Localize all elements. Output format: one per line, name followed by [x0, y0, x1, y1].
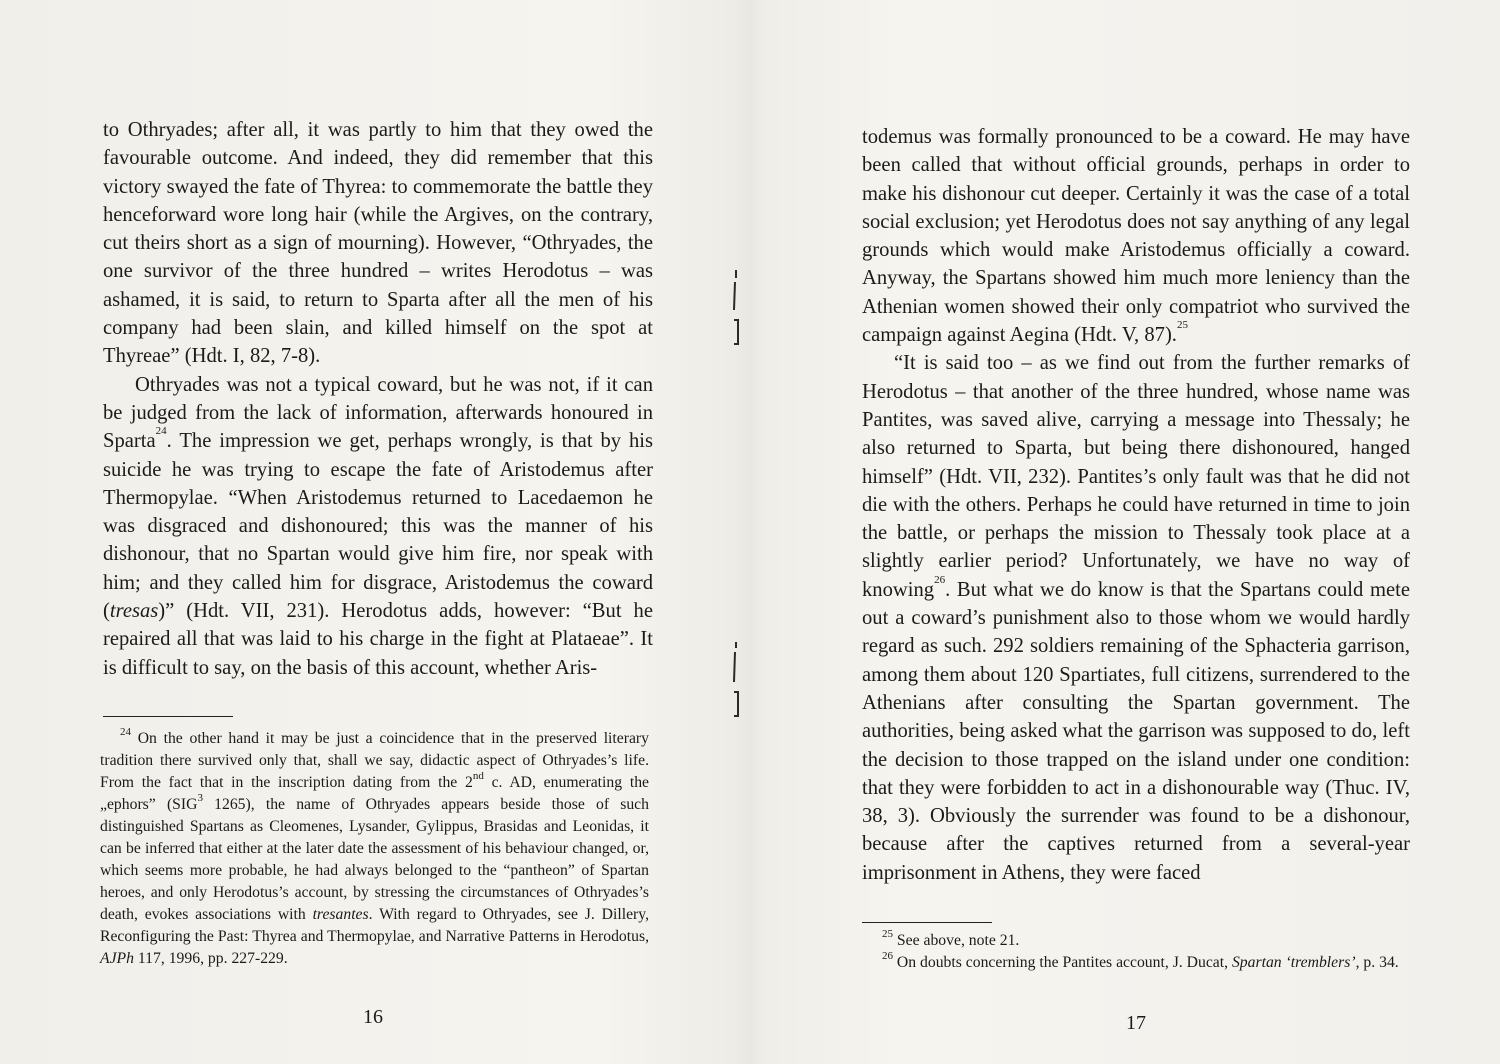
binding-stitch-icon	[732, 268, 740, 348]
footnote-number: 26	[882, 950, 893, 962]
paragraph: to Othryades; after all, it was partly to him that they owed the favourable outcome. And indeed, they did remember that this victory swayed the fate of Thyrea: to commemorate the battle they henceforward wore long hair (while the Argives, on the contrary, cut theirs short as a sign of mourning). However, “Othryades, the one survivor of the three hundred – writes Herodotus – was ashamed, it is said, to return to Sparta after all the men of his company had been slain, and killed himself on the spot at Thyreae” (Hdt. I, 82, 7-8).	[103, 119, 653, 368]
binding-stitch-icon	[732, 640, 740, 720]
italic-term: tresantes	[312, 906, 369, 923]
italic-term: tresas	[109, 600, 159, 623]
text-run: “It is said too – as we find out from the further remarks of Herodotus – that another of the three hundred, whose name was Pantites, was saved alive, carrying a message into Thessaly; he also returned to Sparta, but being there dishonoured, hanged himself” (Hdt. VII, 232). Pantites’s only fault was that he did not die with the others. Perhaps he could have returned in time to join the battle, or perhaps the mission to Thessaly took place at a slightly earlier period? Unfortunately, we have no way of knowing	[862, 352, 1410, 601]
footnote	[862, 930, 1410, 952]
right-footnotes	[862, 930, 1410, 974]
footnote-number: 25	[882, 928, 893, 940]
paragraph	[862, 123, 1410, 349]
superscript: 3	[197, 792, 203, 804]
footnote-separator	[862, 922, 992, 923]
footnote-text: See above, note 21.	[893, 932, 1020, 949]
right-page	[750, 0, 1500, 1064]
left-body-text	[103, 116, 653, 682]
footnote	[862, 952, 1410, 974]
italic-title: Spartan ‘tremblers’	[1231, 954, 1356, 971]
footnote	[100, 728, 649, 970]
text-run: Othryades was not a typical coward, but he was not, if it can be judged from the lack of information, afterwards honoured in Sparta	[103, 373, 653, 453]
footnote-text: . With regard to Othryades, see J. Dillery, Reconfiguring the Past: Thyrea and Thermopylae, and Narrative Patterns in Herodotus,	[100, 906, 650, 945]
footnote-reference: 24	[155, 425, 167, 438]
text-run: . The impression we get, perhaps wrongly, is that by his suicide he was trying to escape the fate of Aristodemus after Thermopylae. “When Aristodemus returned to Lacedaemon he was disgraced and dishonoured; this was the manner of his dishonour, that no Spartan would give him fire, nor speak with him; and they called him for disgrace, Aristodemus the coward (	[103, 430, 653, 623]
text-run: . But what we do know is that the Spartans could mete out a coward’s punishment also to those whom we would hardly regard as such. 292 soldiers remaining of the Sphacteria garrison, among them about 120 Spartiates, full citizens, surrendered to the Athenians after consulting the Spartan government. The authorities, being asked what the garrison was supposed to do, left the decision to those trapped on the island under one condition: that they were forbidden to act in a dishonourable way (Thuc. IV, 38, 3). Obviously the surrender was found to be a dishonour, because after the captives returned from a several-year imprisonment in Athens, they were faced	[862, 578, 1410, 884]
footnote-text: On the other hand it may be just a coincidence that in the preserved literary tradition there survived only that, shall we say, didactic aspect of Othryades’s life. From the fact that in the inscription dating from the 2	[100, 730, 649, 791]
footnote-text: 1265), the name of Othryades appears beside those of such distinguished Spartans as Cleomenes, Lysander, Gylippus, Brasidas and Leonidas, it can be inferred that either at the later date the assessment of his behaviour changed, or, which seems more probable, he had always belonged to the “pantheon” of Spartan heroes, and only Herodotus’s account, by stressing the circumstances of Othryades’s death, evokes associations with	[100, 796, 649, 923]
text-run: )” (Hdt. VII, 231). Herodotus adds, however: “But he repaired all that was laid to his charge in the fight at Plataeae”. It is difficult to say, on the basis of this account, whether Aris-	[103, 600, 653, 679]
journal-title: AJPh	[100, 950, 134, 967]
footnote-text: 117, 1996, pp. 227-229.	[133, 950, 288, 967]
page-number: 16	[363, 1006, 383, 1028]
footnote-reference: 26	[934, 573, 946, 586]
page-number: 17	[1126, 1012, 1146, 1034]
paragraph	[862, 349, 1410, 887]
superscript: nd	[472, 770, 484, 782]
right-body-text	[862, 123, 1410, 887]
paragraph	[103, 371, 653, 682]
footnote-number: 24	[120, 726, 131, 738]
footnote-text: c. AD, enumerating the „ephors” (SIG	[100, 774, 650, 813]
footnote-reference: 25	[1176, 319, 1188, 332]
footnote-separator	[103, 716, 233, 717]
footnote-text: On doubts concerning the Pantites account, J. Ducat,	[893, 954, 1232, 971]
footnote-text: , p. 34.	[1355, 954, 1399, 971]
left-footnotes	[100, 728, 649, 970]
text-run: todemus was formally pronounced to be a coward. He may have been called that without official grounds, perhaps in order to make his dishonour cut deeper. Certainly it was the case of a total social exclusion; yet Herodotus does not say anything of any legal grounds which would make Aristodemus officially a coward. Anyway, the Spartans showed him much more leniency than the Athenian women showed their only compatriot who survived the campaign against Aegina (Hdt. V, 87).	[862, 126, 1410, 347]
